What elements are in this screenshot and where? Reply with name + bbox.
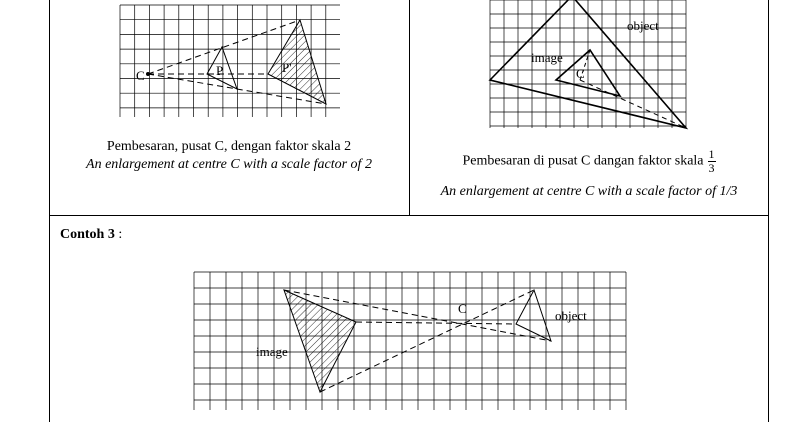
label-c: C	[458, 301, 467, 316]
fraction-numerator: 1	[708, 147, 715, 161]
label-object: object	[555, 308, 587, 323]
dashed-ray	[320, 290, 534, 392]
example1-caption-ms: Pembesaran, pusat C, dengan faktor skala 2	[106, 139, 352, 154]
label-p-prime: P'	[282, 60, 292, 75]
label-p: P	[216, 63, 224, 78]
label-object: object	[627, 18, 659, 33]
label-image: image	[256, 344, 288, 359]
dashed-ray	[356, 322, 516, 324]
caption-text: Pembesaran di pusat C dangan faktor skala	[462, 153, 704, 169]
heading-colon: :	[114, 227, 123, 242]
example3-grid	[194, 272, 626, 410]
example1-caption-en: An enlargement at centre C with a scale factor of 2	[86, 157, 372, 172]
image-triangle	[284, 290, 356, 392]
fraction-denominator: 3	[708, 161, 715, 175]
label-image: image	[531, 50, 563, 65]
label-c: C	[576, 66, 585, 81]
label-c: C	[136, 68, 145, 83]
example2-caption-en: An enlargement at centre C with a scale factor of 1/3	[440, 184, 738, 199]
heading-text: Contoh 3	[60, 227, 115, 242]
